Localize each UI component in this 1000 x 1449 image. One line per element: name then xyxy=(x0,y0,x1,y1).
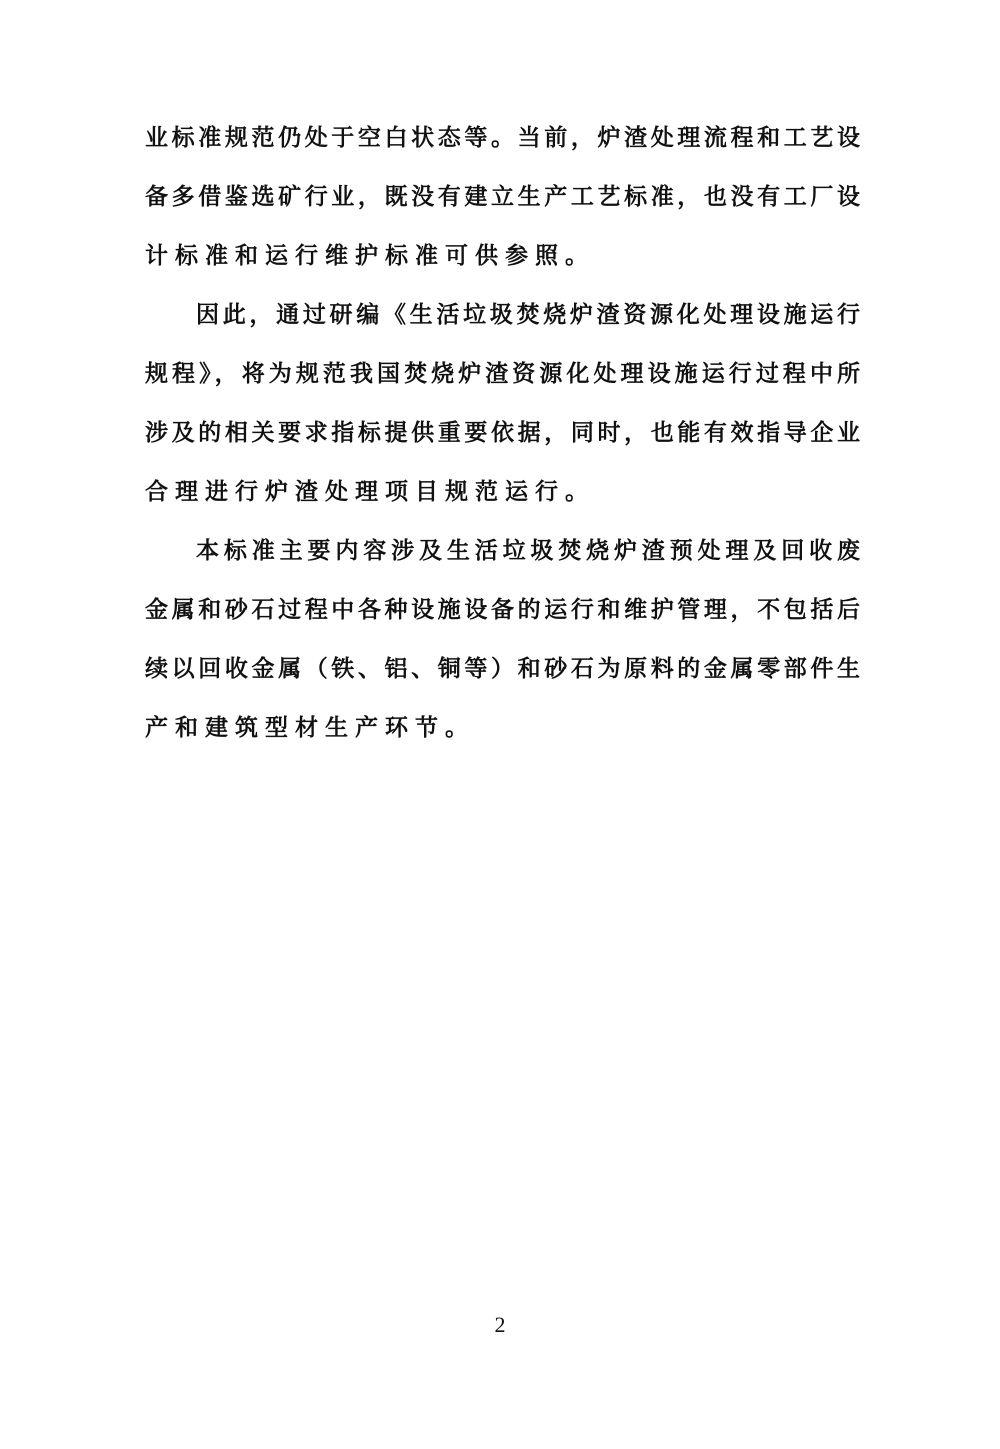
paragraph-2-line-1: 因此，通过研编《生活垃圾焚烧炉渣资源化处理设施运行 xyxy=(196,302,860,328)
paragraph-2-line-4: 合理进行炉渣处理项目规范运行。 xyxy=(145,479,595,505)
paragraph-2-line-2: 规程》，将为规范我国焚烧炉渣资源化处理设施运行过程中所 xyxy=(145,361,860,387)
paragraph-3-line-1: 本标准主要内容涉及生活垃圾焚烧炉渣预处理及回收废 xyxy=(196,538,860,564)
paragraph-3-line-2: 金属和砂石过程中各种设施设备的运行和维护管理，不包括后 xyxy=(145,597,860,623)
paragraph-2-line-3: 涉及的相关要求指标提供重要依据，同时，也能有效指导企业 xyxy=(145,420,860,446)
paragraph-3-line-3: 续以回收金属（铁、铝、铜等）和砂石为原料的金属零部件生 xyxy=(145,656,860,682)
paragraph-3-line-4: 产和建筑型材生产环节。 xyxy=(145,715,475,741)
paragraph-1-line-3: 计标准和运行维护标准可供参照。 xyxy=(145,243,595,269)
paragraph-1-line-1: 业标准规范仍处于空白状态等。当前，炉渣处理流程和工艺设 xyxy=(145,125,860,151)
page-number: 2 xyxy=(494,1312,506,1337)
paragraph-1-line-2: 备多借鉴选矿行业，既没有建立生产工艺标准，也没有工厂设 xyxy=(145,184,860,210)
